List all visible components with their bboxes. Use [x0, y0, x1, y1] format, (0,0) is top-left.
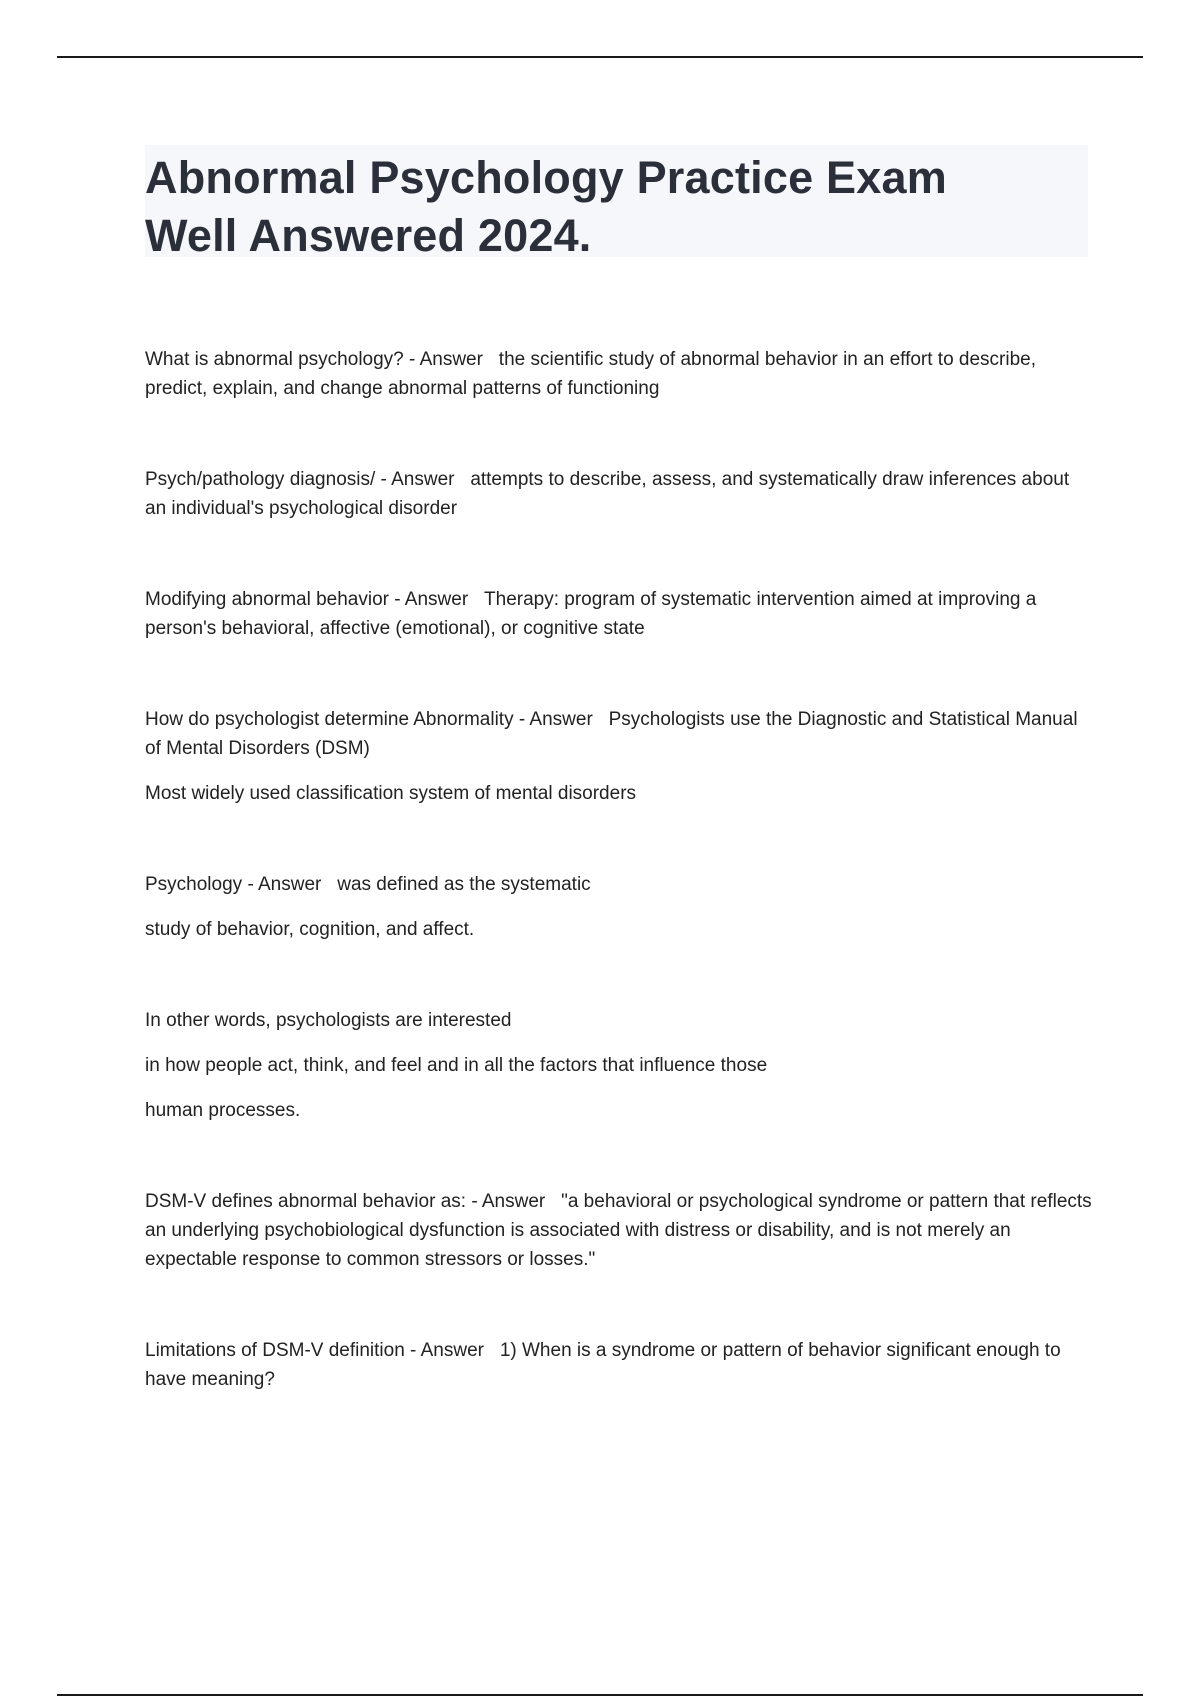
qa-item — [145, 585, 1095, 643]
answer-text: "a behavioral or psychological syndrome or pattern that reflects an underlying psychobiological dysfunction is associated with distress or disability, and is not merely an expectable response to common stressors or losses." — [145, 1191, 1092, 1270]
top-rule — [57, 56, 1143, 58]
qa-item — [145, 465, 1095, 523]
qa-item — [145, 870, 1095, 899]
answer-separator: - Answer — [513, 709, 593, 730]
title-line-1: Abnormal Psychology Practice Exam — [145, 152, 947, 203]
question-text: DSM-V defines abnormal behavior as: — [145, 1191, 467, 1212]
qa-item — [145, 1336, 1095, 1394]
answer-text: 1) When is a syndrome or pattern of behavior significant enough to have meaning? — [145, 1340, 1061, 1390]
answer-separator: - Answer — [404, 1340, 484, 1361]
answer-text: the scientific study of abnormal behavior in an effort to describe, predict, explain, and change abnormal patterns of functioning — [145, 349, 1037, 399]
paragraph-line: in how people act, think, and feel and in all the factors that influence those — [145, 1055, 768, 1076]
qa-item — [145, 705, 1095, 763]
question-text: What is abnormal psychology? — [145, 349, 404, 370]
document-body — [145, 345, 1095, 1394]
paragraph-line: In other words, psychologists are interested — [145, 1010, 512, 1031]
answer-continuation: Most widely used classification system of mental disorders — [145, 783, 637, 804]
answer-separator: - Answer — [375, 469, 455, 490]
question-text: Modifying abnormal behavior — [145, 589, 389, 610]
question-text: Psych/pathology diagnosis/ — [145, 469, 376, 490]
title-block — [145, 145, 1088, 261]
page-title — [145, 149, 1088, 265]
bottom-rule — [57, 1694, 1143, 1696]
question-text: How do psychologist determine Abnormality — [145, 709, 514, 730]
answer-separator: - Answer — [466, 1191, 546, 1212]
answer-separator: - Answer — [388, 589, 469, 610]
answer-separator: - Answer — [403, 349, 483, 370]
answer-text: Therapy: program of systematic intervention aimed at improving a person's behavioral, affective (emotional), or cognitive state — [145, 589, 1037, 639]
title-line-2: Well Answered 2024. — [145, 210, 592, 261]
question-text: Psychology — [145, 874, 243, 895]
answer-text: Psychologists use the Diagnostic and Statistical Manual of Mental Disorders (DSM) — [145, 709, 1078, 759]
paragraph-line: human processes. — [145, 1100, 301, 1121]
answer-continuation: study of behavior, cognition, and affect. — [145, 919, 475, 940]
answer-text: was defined as the systematic — [337, 874, 591, 895]
answer-text: attempts to describe, assess, and systematically draw inferences about an individual's psychological disorder — [145, 469, 1070, 519]
qa-item — [145, 1187, 1095, 1274]
question-text: Limitations of DSM-V definition — [145, 1340, 405, 1361]
qa-item — [145, 345, 1095, 403]
answer-separator: - Answer — [242, 874, 322, 895]
